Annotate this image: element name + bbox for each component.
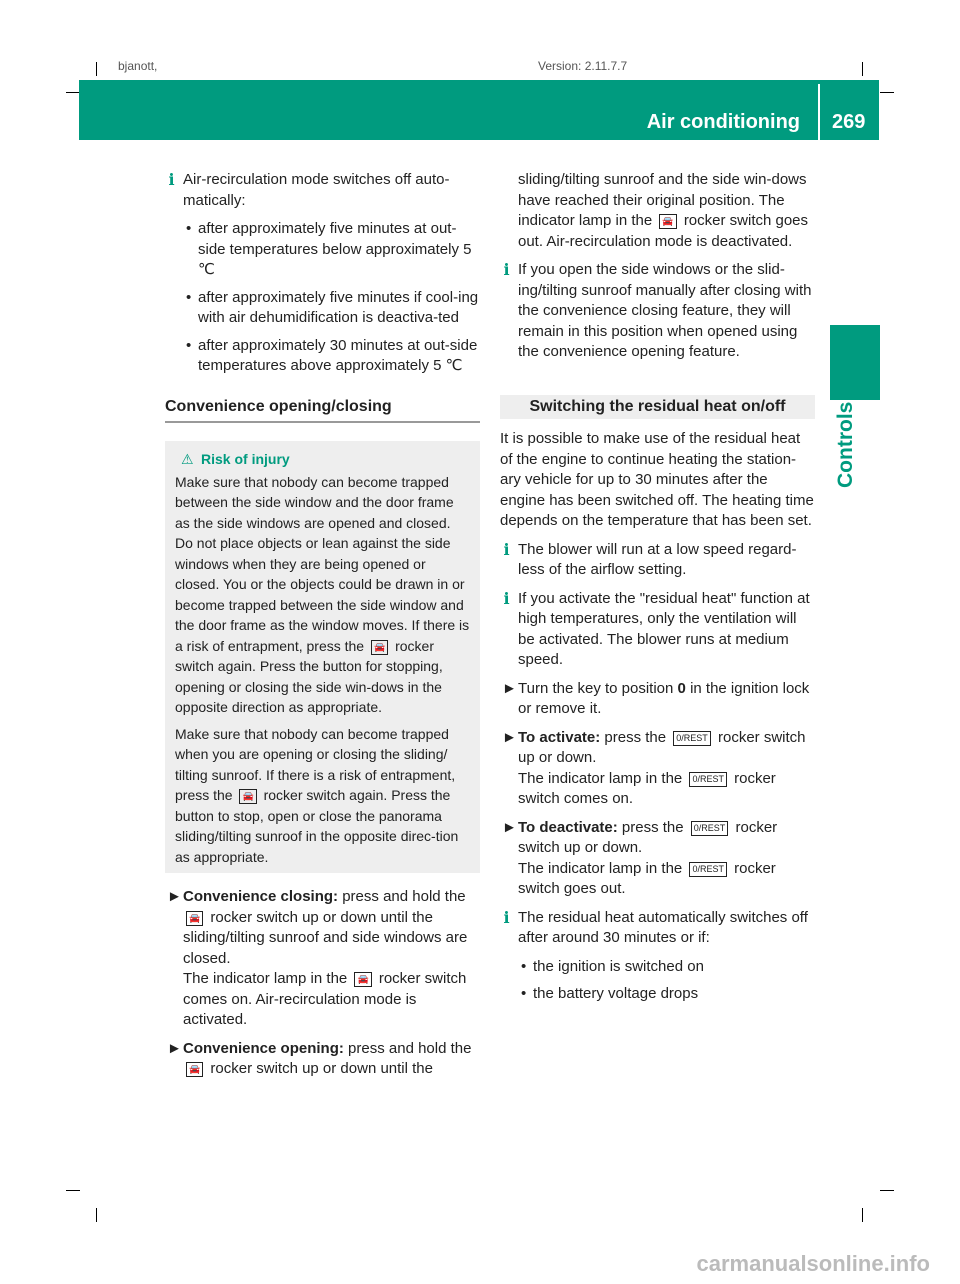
warning-box bbox=[165, 441, 480, 873]
crop-mark bbox=[862, 1208, 863, 1222]
info-note: i The blower will run at a low speed regard-less of the airflow setting. bbox=[500, 540, 815, 581]
meta-left: bjanott, bbox=[118, 59, 158, 73]
convenience-car-icon: 🚘 bbox=[371, 640, 388, 655]
instruction-step: ► To deactivate: press the 0/REST rocker switch up or down. The indicator lamp in the 0/REST rocker switch goes out. bbox=[502, 818, 778, 897]
info-note bbox=[165, 170, 480, 211]
warning-text: Make sure that nobody can become trapped between the side window and the door frame as the side windows are opened and closed. Do not place objects or lean against the side windows when they are being opened or closed. You or the objects could be drawn in or become trapped between the side window and the door frame as the window moves. If there is a risk of entrapment, press the 🚘 rocker switch again. Press the button for stopping, opening or closing the side win-dows in the opposite direction as appropriate. bbox=[175, 473, 470, 715]
continuation-text: sliding/tilting sunroof and the side win-dows have reached their original position. The indicator lamp in the 🚘 rocker switch goes out. Air-recirculation mode is deactivated. bbox=[518, 171, 809, 250]
crop-mark bbox=[66, 92, 80, 93]
rest-icon: 0/REST bbox=[689, 772, 727, 787]
step-arrow-icon: ► bbox=[167, 888, 182, 905]
info-icon: i bbox=[503, 260, 510, 279]
bullet-icon: • bbox=[186, 288, 192, 306]
note-text: Air-recirculation mode switches off auto-matically: bbox=[183, 171, 450, 209]
info-icon: i bbox=[503, 907, 510, 927]
side-tab bbox=[830, 325, 880, 400]
section-heading: Convenience opening/closing bbox=[165, 397, 392, 415]
warning-triangle-icon: ⚠ bbox=[181, 451, 194, 467]
rest-icon: 0/REST bbox=[673, 731, 711, 746]
right-column bbox=[500, 170, 815, 1013]
info-note: i If you activate the "residual heat" function at high temperatures, only the ventilation will be activated. The blower runs at medium speed. bbox=[500, 589, 815, 671]
side-label: Controls bbox=[834, 401, 857, 488]
header-divider bbox=[818, 84, 820, 140]
info-note: i If you open the side windows or the slid-ing/tilting sunroof manually after closing with the convenience closing feature, they will remain in this position when opened using the convenience opening feature. bbox=[500, 260, 815, 363]
convenience-car-icon: 🚘 bbox=[186, 911, 203, 926]
crop-mark bbox=[96, 1208, 97, 1222]
watermark: carmanualsonline.info bbox=[696, 1250, 930, 1276]
intro-text: It is possible to make use of the residual heat of the engine to continue heating the station-ary vehicle for up to 30 minutes after the engine has been switched off. The heating time depends on the temperature that has been set. bbox=[500, 430, 814, 529]
step-arrow-icon: ► bbox=[502, 728, 517, 746]
list-item: • after approximately five minutes at out-side temperatures below approximately 5 ℃ bbox=[186, 220, 472, 278]
list-item: • after approximately five minutes if cool-ing with air dehumidification is deactiva-ted bbox=[186, 288, 479, 326]
rest-icon: 0/REST bbox=[689, 862, 727, 877]
convenience-car-icon: 🚘 bbox=[354, 972, 371, 987]
list-item: • after approximately 30 minutes at out-side temperatures above approximately 5 ℃ bbox=[186, 336, 478, 374]
left-column bbox=[165, 170, 480, 1088]
instruction-step: ► Turn the key to position 0 in the ignition lock or remove it. bbox=[502, 679, 810, 717]
info-icon: i bbox=[168, 170, 175, 189]
bullet-list bbox=[165, 219, 480, 377]
step-arrow-icon: ► bbox=[167, 1039, 182, 1057]
bullet-list bbox=[500, 957, 815, 1005]
section-divider bbox=[165, 421, 480, 423]
crop-mark bbox=[96, 62, 97, 76]
list-item: • the ignition is switched on bbox=[500, 957, 815, 978]
step-arrow-icon: ► bbox=[502, 679, 517, 697]
page-number: 269 bbox=[832, 111, 866, 133]
bullet-icon: • bbox=[186, 336, 192, 354]
instruction-step: ► Convenience opening: press and hold the 🚘 rocker switch up or down until the bbox=[167, 1039, 472, 1077]
bullet-icon: • bbox=[186, 220, 192, 237]
info-icon: i bbox=[503, 588, 510, 608]
convenience-car-icon: 🚘 bbox=[239, 789, 256, 804]
crop-mark bbox=[880, 1190, 894, 1191]
bullet-icon: • bbox=[521, 957, 527, 975]
info-note bbox=[500, 908, 815, 949]
step-arrow-icon: ► bbox=[502, 818, 517, 836]
info-icon: i bbox=[503, 539, 510, 559]
warning-text: Make sure that nobody can become trapped when you are opening or closing the sliding/ tilting sunroof. If there is a risk of entrapment, press the 🚘 rocker switch again. Press the button to stop, open or close the panorama sliding/tilting sunroof in the opposite direc-tion as appropriate. bbox=[175, 725, 459, 865]
list-item: • the battery voltage drops bbox=[500, 984, 815, 1005]
page-title: Air conditioning bbox=[646, 111, 800, 133]
instruction-step: ► To activate: press the 0/REST rocker switch up or down. The indicator lamp in the 0/REST rocker switch comes on. bbox=[502, 728, 806, 807]
convenience-car-icon: 🚘 bbox=[186, 1062, 203, 1077]
note-text: The residual heat automatically switches off after around 30 minutes or if: bbox=[518, 908, 808, 946]
instruction-step: ► Convenience closing: press and hold the 🚘 rocker switch up or down until the sliding/tilting sunroof and side windows are closed. The indicator lamp in the 🚘 rocker switch comes on. Air-recirculation mode is activated. bbox=[167, 888, 468, 1028]
crop-mark bbox=[880, 92, 894, 93]
crop-mark bbox=[66, 1190, 80, 1191]
section-heading: Switching the residual heat on/off bbox=[500, 395, 815, 420]
meta-right: Version: 2.11.7.7 bbox=[538, 59, 628, 73]
warning-title: ⚠ Risk of injury bbox=[181, 449, 472, 470]
convenience-car-icon: 🚘 bbox=[659, 214, 676, 229]
crop-mark bbox=[862, 62, 863, 76]
rest-icon: 0/REST bbox=[691, 821, 729, 836]
bullet-icon: • bbox=[521, 985, 527, 1002]
